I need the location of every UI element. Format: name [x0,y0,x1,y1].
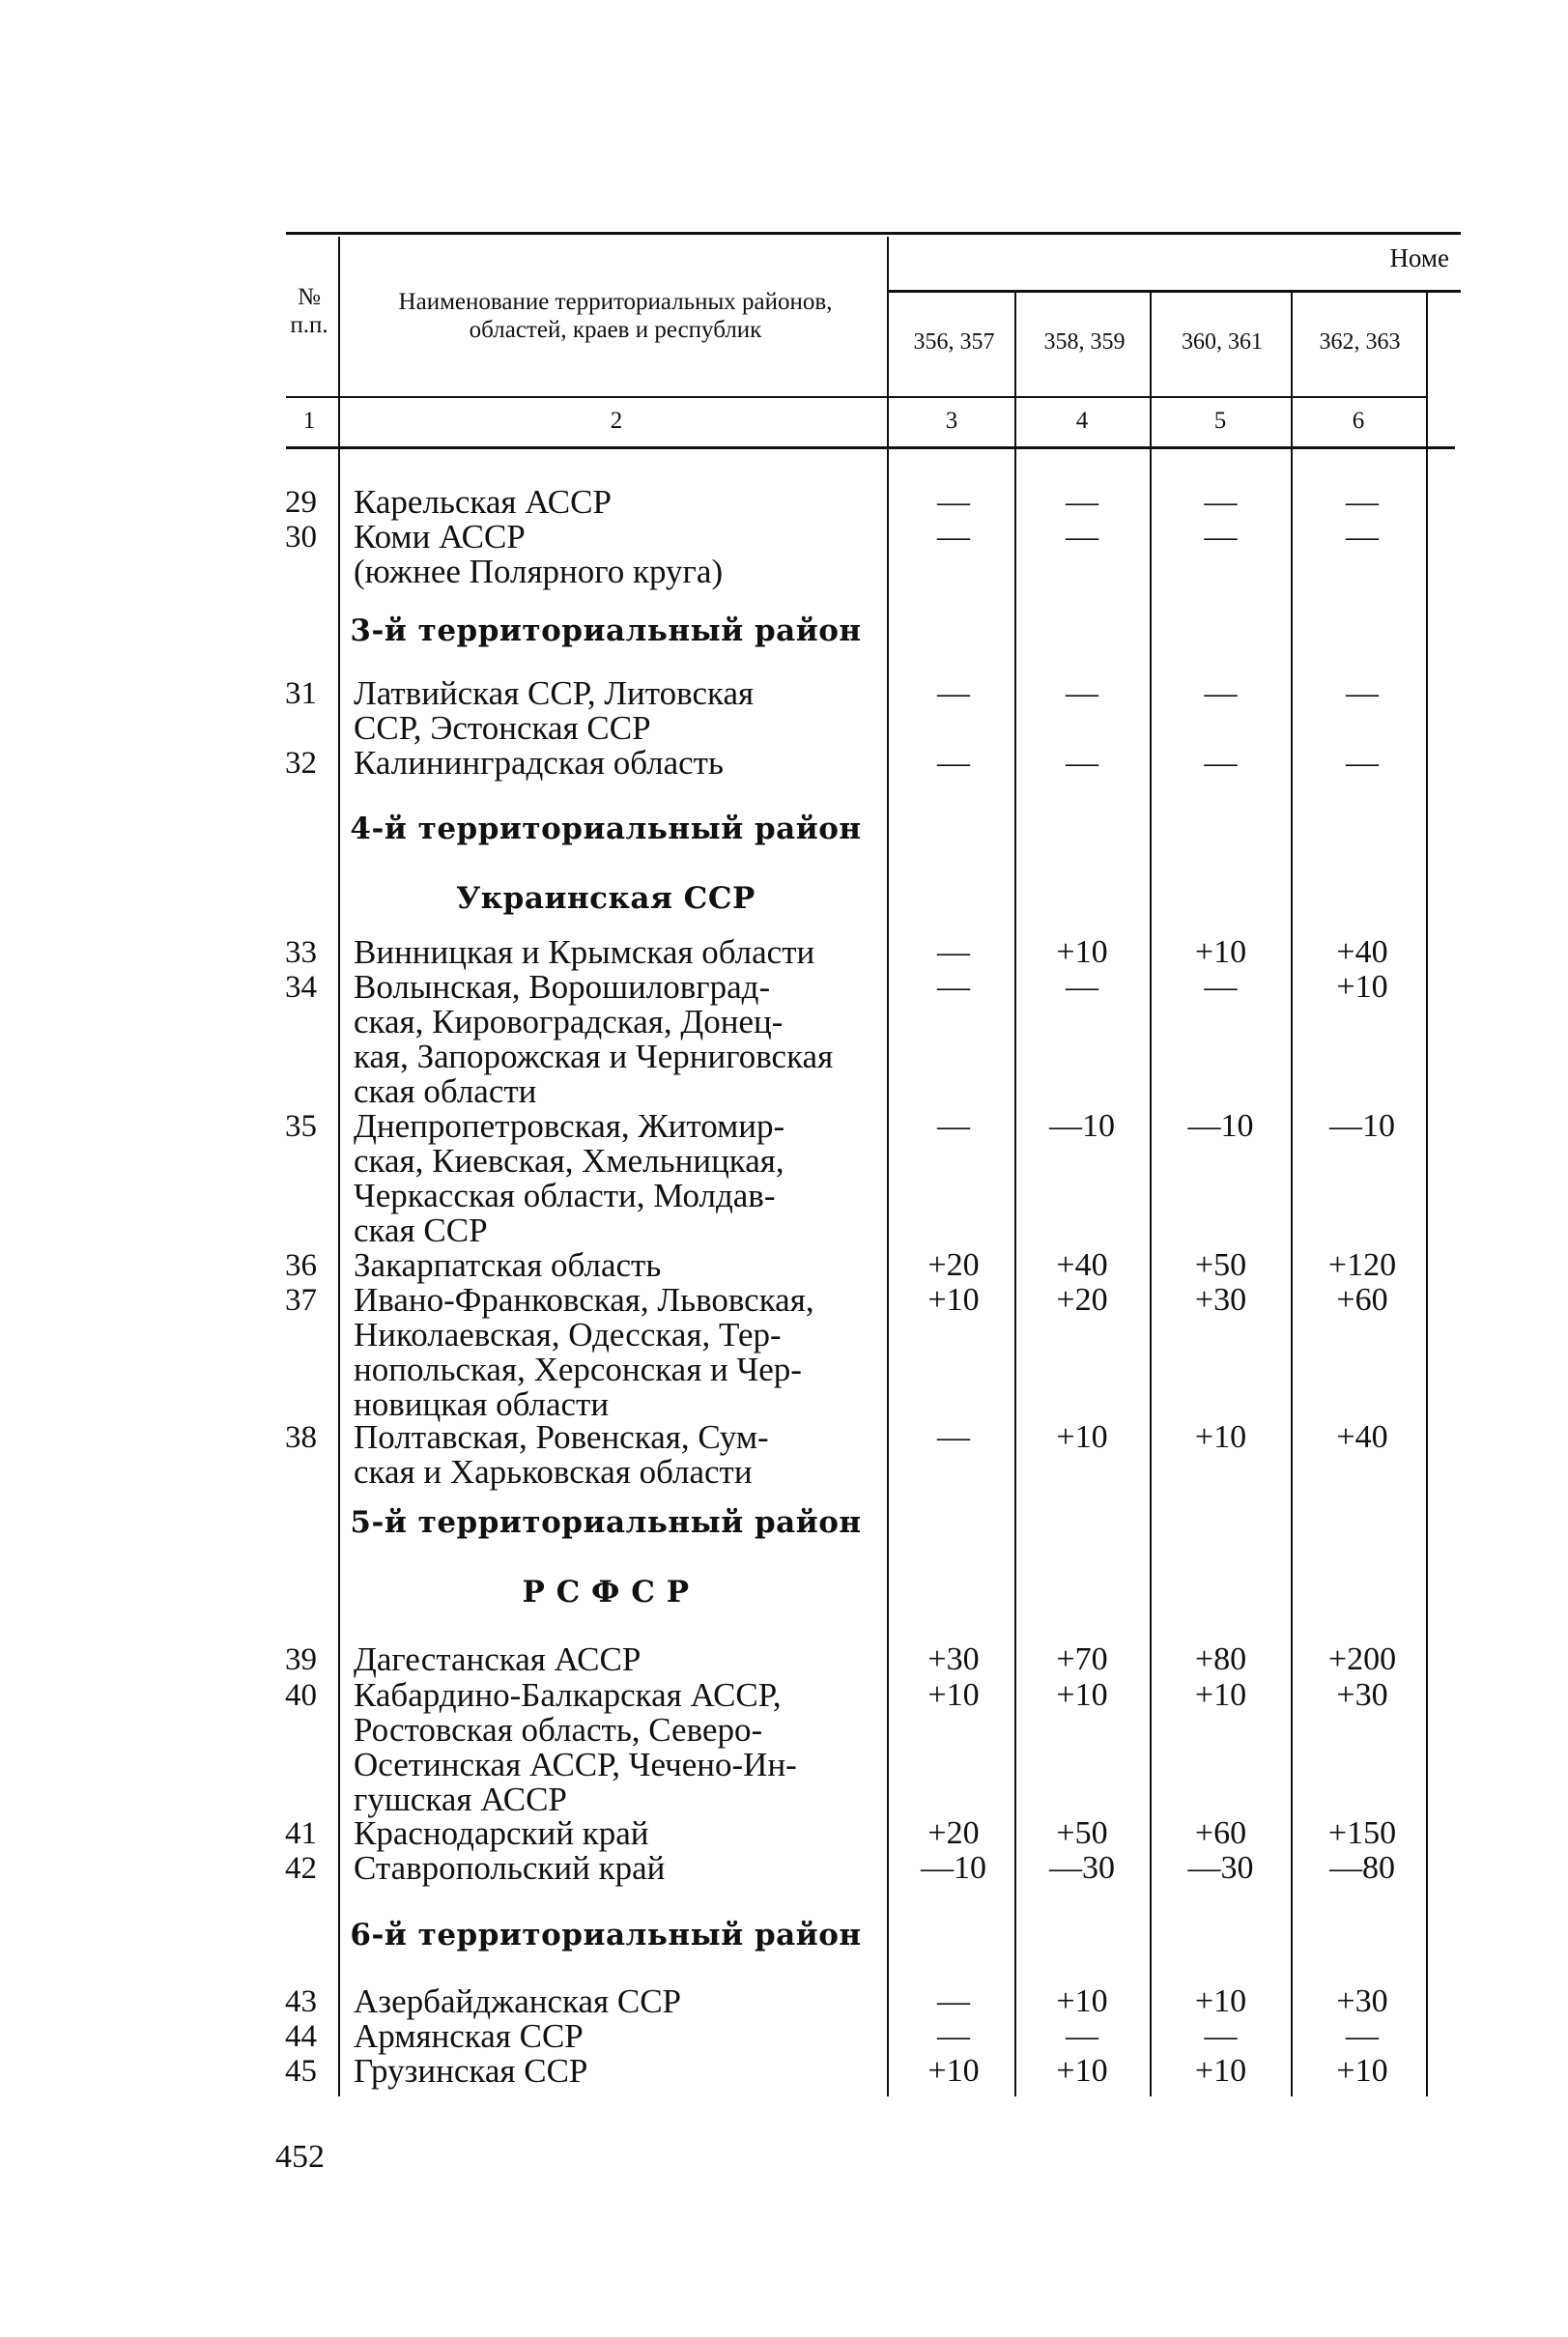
row-value-col6: +30 [1336,1677,1388,1713]
row-value-col3: — [937,1419,970,1455]
row-value-col5: — [1204,745,1238,781]
row-name-line: Ивано-Франковская, Львовская, [354,1281,814,1319]
row-name-line: кая, Запорожская и Черниговская [354,1038,834,1075]
row-value-col4: +10 [1056,934,1108,970]
row-value-col4: +70 [1056,1641,1108,1677]
colnum-6: 6 [1352,408,1365,434]
row-number: 42 [285,1851,317,1886]
row-value-col4: +10 [1056,1677,1108,1713]
row-name-line: Днепропетровская, Житомир- [354,1107,785,1145]
row-name-line: (южнее Полярного круга) [354,553,724,590]
row-value-col6: +10 [1336,2053,1388,2089]
row-number: 40 [285,1678,317,1713]
row-value-col6: — [1346,519,1379,555]
row-value-col6: +120 [1327,1247,1397,1283]
row-name [354,485,871,520]
row-number: 33 [285,935,317,970]
row-value-col3: — [937,969,970,1005]
row-value-col5: — [1204,484,1238,520]
row-value-col4: +10 [1056,1419,1108,1455]
row-number: 30 [285,520,317,555]
row-value-col5: — [1204,969,1238,1005]
row-value-col5: +10 [1194,1677,1247,1713]
col-divider-6 [1426,290,1428,2096]
row-name-line: ССР, Эстонская ССР [354,709,651,747]
row-value-col4: —30 [1049,1850,1115,1886]
row-value-col6: — [1346,2018,1379,2054]
subcol-header-4: 358, 359 [1043,329,1126,355]
group-header-label: Номе [1389,243,1449,272]
colnum-bottom-rule [286,446,1455,449]
row-name-line: Николаевская, Одесская, Тер- [354,1316,782,1354]
row-value-col3: — [937,484,970,520]
row-value-col3: — [937,1108,970,1144]
row-value-col3: +10 [927,1282,980,1318]
row-value-col3: — [937,934,970,970]
section-heading: Р С Ф С Р [522,1575,690,1610]
row-value-col6: —10 [1329,1108,1395,1144]
row-number: 31 [285,676,317,711]
row-name-line: Волынская, Ворошиловград- [354,968,771,1006]
group-header-rule [889,290,1461,293]
section-heading: 3-й территориальный район [350,613,862,648]
col-divider-4 [1150,290,1152,2096]
row-name-line: Черкасская области, Молдав- [354,1177,776,1214]
row-number: 41 [285,1816,317,1851]
row-value-col5: +80 [1194,1641,1247,1677]
row-value-col4: +20 [1056,1282,1108,1318]
row-value-col3: +20 [927,1815,980,1851]
row-value-col6: +60 [1336,1282,1388,1318]
row-value-col4: — [1066,969,1098,1005]
row-name-line: ская и Харьковская области [354,1453,753,1491]
row-value-col3: — [937,2018,970,2054]
row-value-col6: —80 [1329,1850,1395,1886]
row-name [354,1642,871,1677]
row-value-col3: +10 [927,1677,980,1713]
row-value-col4: +40 [1056,1247,1108,1283]
col-no-header: № п.п. [290,284,328,338]
row-name-line: Закарпатская область [354,1246,662,1284]
row-name [354,676,871,746]
row-value-col4: — [1066,519,1098,555]
row-value-col3: — [937,675,970,711]
section-heading: 4-й территориальный район [350,812,862,846]
row-name-line: Ростовская область, Северо- [354,1711,763,1749]
row-value-col5: — [1204,2018,1238,2054]
row-value-col5: +10 [1194,934,1247,970]
row-value-col4: — [1066,484,1098,520]
row-name [354,2019,871,2054]
row-name-line: ская, Киевская, Хмельницкая, [354,1142,784,1180]
row-value-col3: — [937,519,970,555]
row-name-line: Карельская АССР [354,483,612,521]
row-name-line: ская области [354,1072,537,1110]
row-value-col3: — [937,1983,970,2019]
subcol-header-3: 356, 357 [913,329,995,355]
row-name [354,2054,871,2089]
row-value-col5: +10 [1194,1419,1247,1455]
row-value-col6: — [1346,484,1379,520]
row-value-col5: +10 [1194,2053,1247,2089]
section-heading: 5-й территориальный район [350,1505,862,1540]
row-name [354,935,871,970]
row-number: 37 [285,1283,317,1318]
col-name-header: Наименование территориальных районов, областей, краев и республик [398,289,833,343]
row-name-line: Кабардино-Балкарская АССР, [354,1676,782,1714]
row-value-col6: +30 [1336,1983,1388,2019]
row-number: 44 [285,2019,317,2054]
section-heading: 6-й территориальный район [350,1918,862,1952]
row-name-line: ская ССР [354,1211,488,1249]
row-value-col4: +10 [1056,1983,1108,2019]
row-value-col6: +40 [1336,934,1388,970]
row-value-col4: — [1066,745,1098,781]
colnum-2: 2 [610,408,623,434]
row-name-line: Ставропольский край [354,1849,666,1887]
row-value-col3: +30 [927,1641,980,1677]
colnum-5: 5 [1213,408,1227,434]
row-name [354,1283,871,1422]
row-value-col5: — [1204,519,1238,555]
col-divider-3 [1014,290,1016,2096]
row-name-line: ская, Кировоградская, Донец- [354,1003,784,1040]
row-value-col4: —10 [1049,1108,1115,1144]
col-divider-1 [338,237,340,2096]
colnum-4: 4 [1075,408,1089,434]
row-name [354,1851,871,1886]
row-name [354,970,871,1109]
colnum-3: 3 [945,408,958,434]
row-name-line: Краснодарский край [354,1814,649,1852]
subcol-header-6: 362, 363 [1319,329,1401,355]
row-value-col4: — [1066,675,1098,711]
row-name-line: Винницкая и Крымская области [354,933,815,971]
row-name-line: Азербайджанская ССР [354,1982,682,2020]
row-name-line: Грузинская ССР [354,2052,588,2090]
row-value-col6: — [1346,745,1379,781]
row-name-line: Полтавская, Ровенская, Сум- [354,1418,769,1456]
row-value-col4: +10 [1056,2053,1108,2089]
row-number: 29 [285,485,317,520]
row-name [354,1248,871,1283]
row-name [354,1420,871,1490]
row-number: 38 [285,1420,317,1455]
row-value-col6: +10 [1336,969,1388,1005]
row-value-col4: — [1066,2018,1098,2054]
row-name-line: Армянская ССР [354,2017,584,2055]
row-value-col5: +60 [1194,1815,1247,1851]
row-name-line: нопольская, Херсонская и Чер- [354,1351,802,1388]
col-divider-5 [1291,290,1293,2096]
table-top-rule [286,232,1461,235]
row-value-col5: — [1204,675,1238,711]
row-name [354,1984,871,2019]
row-number: 36 [285,1248,317,1283]
row-number: 43 [285,1984,317,2019]
row-value-col5: +50 [1194,1247,1247,1283]
row-value-col3: —10 [921,1850,986,1886]
row-name-line: Калининградская область [354,744,724,782]
row-name-line: Коми АССР [354,518,526,556]
row-number: 39 [285,1642,317,1677]
row-name [354,1816,871,1851]
row-number: 35 [285,1109,317,1144]
header-bottom-rule [286,396,1426,398]
row-value-col5: —30 [1187,1850,1254,1886]
row-value-col5: —10 [1187,1108,1254,1144]
row-value-col3: +20 [927,1247,980,1283]
row-name-line: Осетинская АССР, Чечено-Ин- [354,1746,797,1783]
row-name [354,746,871,781]
col-divider-2 [887,237,889,2096]
row-name [354,1678,871,1817]
row-name [354,1109,871,1248]
row-name-line: Дагестанская АССР [354,1640,641,1678]
row-name-line: Латвийская ССР, Литовская [354,674,755,712]
row-number: 45 [285,2054,317,2089]
row-value-col3: — [937,745,970,781]
row-number: 32 [285,746,317,781]
page-number: 452 [275,2139,325,2175]
colnum-1: 1 [302,408,316,434]
row-value-col5: +10 [1194,1983,1247,2019]
row-value-col6: +40 [1336,1419,1388,1455]
row-number: 34 [285,970,317,1005]
row-name-line: новицкая области [354,1385,610,1423]
section-heading: Украинская ССР [456,881,755,916]
row-value-col6: +150 [1327,1815,1397,1851]
row-value-col5: +30 [1194,1282,1247,1318]
row-name [354,520,871,589]
row-value-col6: — [1346,675,1379,711]
subcol-header-5: 360, 361 [1182,329,1263,355]
row-value-col4: +50 [1056,1815,1108,1851]
row-value-col6: +200 [1327,1641,1397,1677]
row-value-col3: +10 [927,2053,980,2089]
row-name-line: гушская АССР [354,1781,567,1818]
